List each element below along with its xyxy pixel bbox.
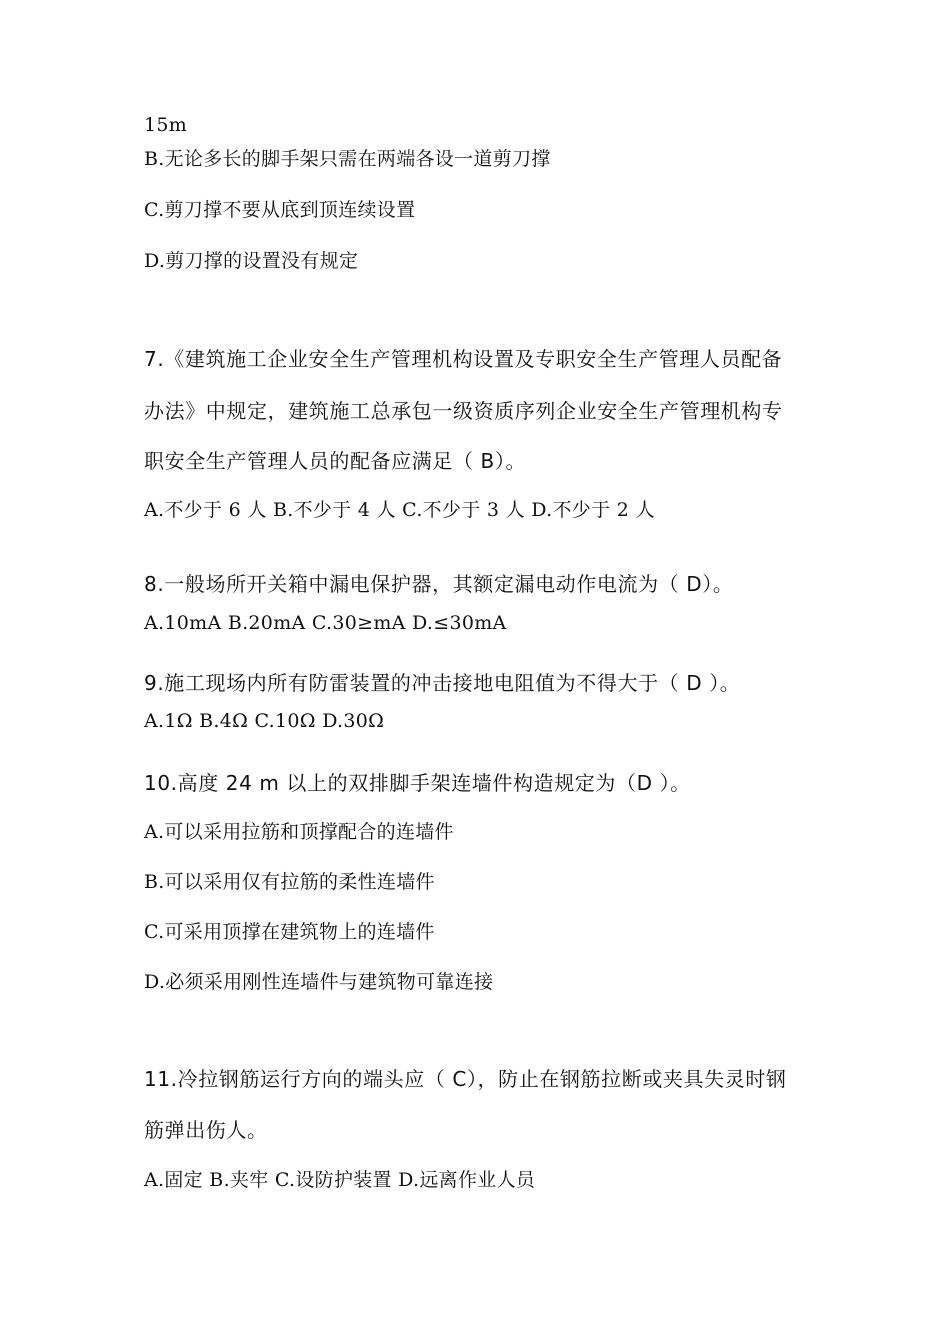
q6-continuation: 15m xyxy=(144,114,188,136)
q9-question: 9.施工现场内所有防雷装置的冲击接地电阻值为不得大于（ D ）。 xyxy=(144,671,741,695)
q7-question-line3: 职安全生产管理人员的配备应满足（ B）。 xyxy=(144,449,527,473)
q10-option-c: C.可采用顶撑在建筑物上的连墙件 xyxy=(144,921,435,943)
q9-options: A.1Ω B.4Ω C.10Ω D.30Ω xyxy=(144,710,385,732)
q7-question-line1: 7.《建筑施工企业安全生产管理机构设置及专职安全生产管理人员配备 xyxy=(144,347,783,371)
q6-option-d: D.剪刀撑的设置没有规定 xyxy=(144,250,359,272)
q10-option-b: B.可以采用仅有拉筋的柔性连墙件 xyxy=(144,871,435,893)
q11-question-line1: 11.冷拉钢筋运行方向的端头应（ C），防止在钢筋拉断或夹具失灵时钢 xyxy=(144,1067,787,1091)
q6-option-c: C.剪刀撑不要从底到顶连续设置 xyxy=(144,199,416,221)
q10-option-a: A.可以采用拉筋和顶撑配合的连墙件 xyxy=(144,821,454,843)
q8-options: A.10mA B.20mA C.30≥mA D.≤30mA xyxy=(144,612,507,634)
q11-options: A.固定 B.夹牢 C.设防护装置 D.远离作业人员 xyxy=(144,1169,536,1191)
q11-question-line2: 筋弹出伤人。 xyxy=(144,1118,268,1142)
q10-option-d: D.必须采用刚性连墙件与建筑物可靠连接 xyxy=(144,971,494,993)
q6-option-b: B.无论多长的脚手架只需在两端各设一道剪刀撑 xyxy=(144,148,551,170)
q10-question: 10.高度 24 m 以上的双排脚手架连墙件构造规定为（D ）。 xyxy=(144,771,691,795)
q8-question: 8.一般场所开关箱中漏电保护器，其额定漏电动作电流为（ D）。 xyxy=(144,572,734,596)
q7-question-line2: 办法》中规定，建筑施工总承包一级资质序列企业安全生产管理机构专 xyxy=(144,399,783,423)
q7-options: A.不少于 6 人 B.不少于 4 人 C.不少于 3 人 D.不少于 2 人 xyxy=(144,499,655,521)
